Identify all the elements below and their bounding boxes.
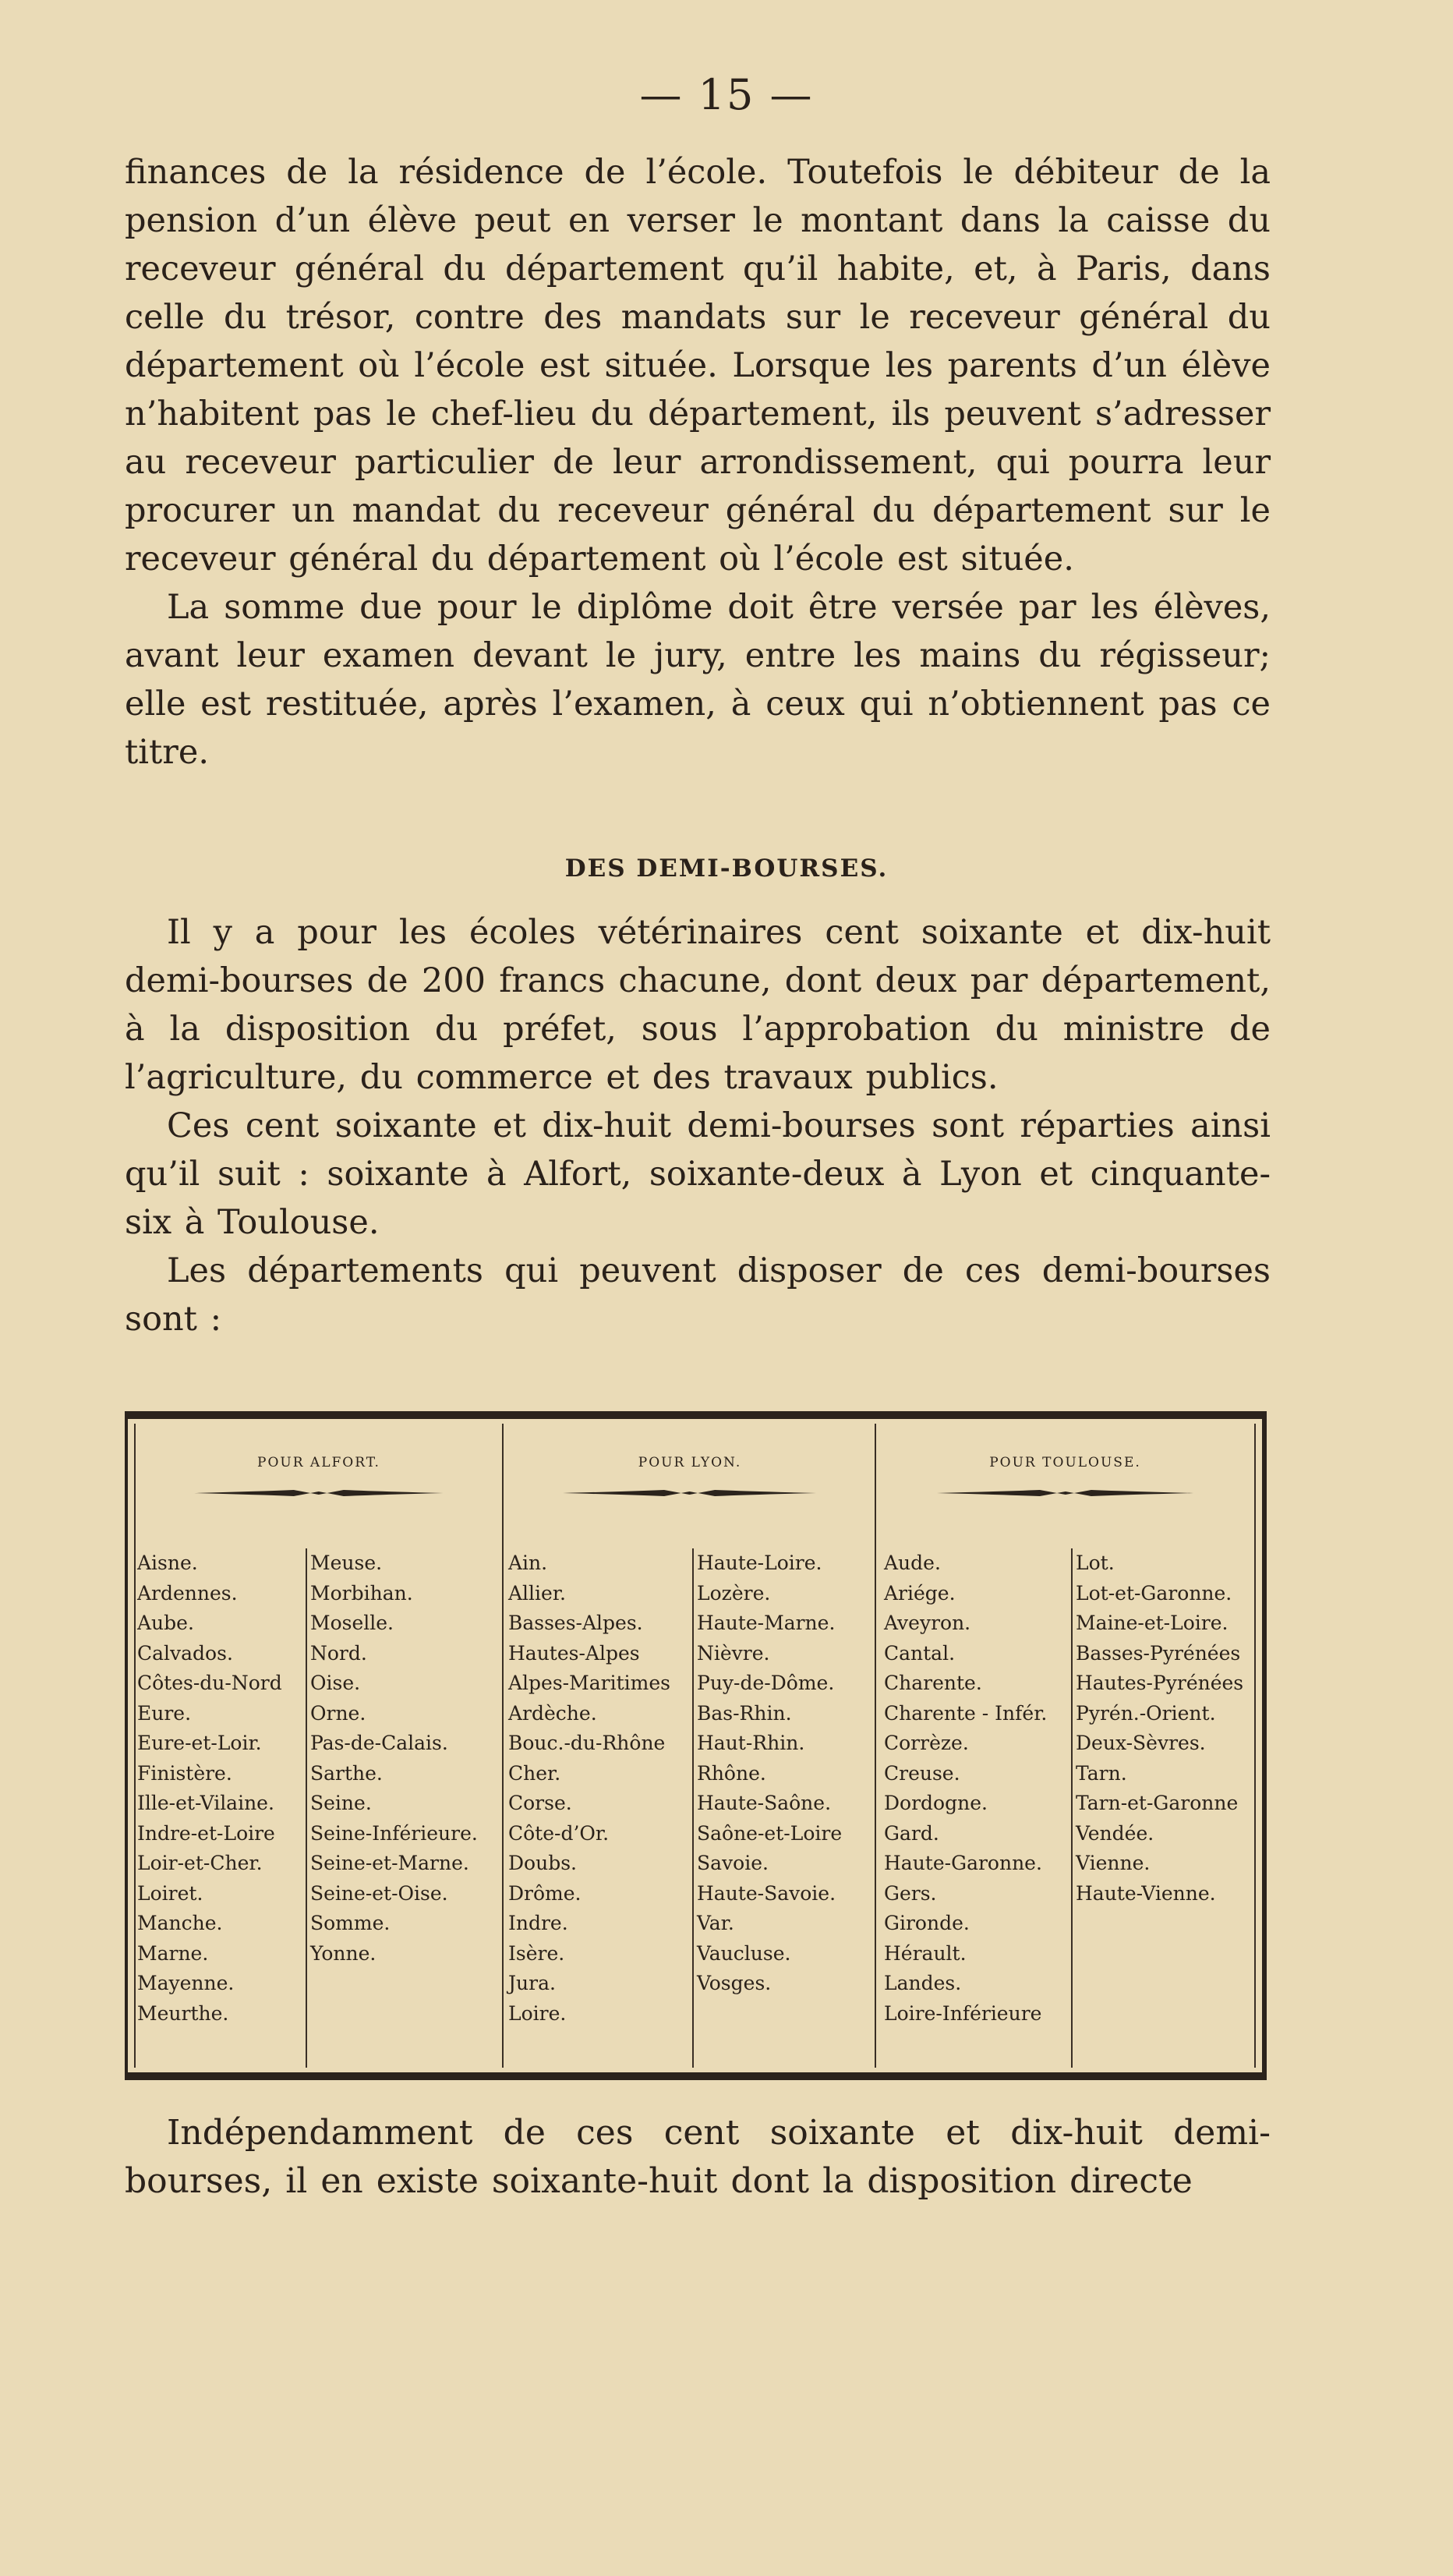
flourish-ornament — [937, 1488, 1194, 1499]
dept-name: Seine-Inférieure. — [310, 1821, 478, 1845]
dept-name: Aude. — [884, 1552, 941, 1574]
dept-name: Haute-Saône. — [697, 1792, 832, 1814]
dept-name: Tarn. — [1076, 1761, 1127, 1785]
dept-name: Marne. — [137, 1941, 209, 1965]
dept-name: Finistère. — [137, 1761, 232, 1785]
dept-name: Lot. — [1076, 1552, 1115, 1574]
dept-name: Côtes-du-Nord — [137, 1672, 282, 1694]
dept-name: Charente. — [884, 1672, 982, 1694]
dept-name: Haut-Rhin. — [697, 1732, 805, 1754]
dept-column — [137, 1548, 307, 2068]
dept-name: Alpes-Maritimes — [508, 1672, 670, 1694]
dept-name: Morbihan. — [310, 1581, 413, 1605]
dept-name: Doubs. — [508, 1852, 577, 1874]
dept-name: Var. — [697, 1912, 734, 1934]
dept-name: Somme. — [310, 1912, 391, 1934]
dept-name: Drôme. — [508, 1881, 582, 1905]
dept-name: Creuse. — [884, 1761, 960, 1785]
paragraph: Ces cent soixante et dix-huit demi-bourses sont réparties ainsi qu’il suit : soixante à Alfort, soixante-deux à Lyon et cinquante-six à Toulouse. — [125, 1106, 1271, 1242]
dept-list-lyon-1 — [508, 1548, 692, 2029]
dept-name: Nord. — [310, 1641, 367, 1665]
dept-list-lyon-2 — [697, 1548, 878, 1999]
text-block-mid — [125, 908, 1271, 1343]
group-lyon — [502, 1424, 876, 2068]
dept-name: Pyrén.-Orient. — [1076, 1701, 1216, 1725]
dept-name: Ardennes. — [137, 1581, 238, 1605]
paragraph: La somme due pour le diplôme doit être versée par les élèves, avant leur examen devant le jury, entre les mains du régisseur; elle est restituée, après l’examen, à ceux qui n’obtiennent pas ce titre. — [125, 588, 1271, 772]
dept-name: Seine. — [310, 1792, 372, 1814]
group-toulouse — [875, 1424, 1254, 2068]
dept-name: Rhône. — [697, 1761, 766, 1785]
dept-name: Vendée. — [1076, 1821, 1154, 1845]
dept-name: Eure. — [137, 1701, 192, 1725]
page-number: — 15 — — [639, 70, 814, 119]
group-header-alfort: POUR ALFORT. — [257, 1455, 380, 1470]
dept-name: Cantal. — [884, 1641, 956, 1665]
dept-name: Meuse. — [310, 1552, 383, 1574]
dept-name: Orne. — [310, 1701, 366, 1725]
group-alfort — [136, 1424, 502, 2068]
dept-name: Oise. — [310, 1672, 361, 1694]
dept-name: Loiret. — [137, 1881, 203, 1905]
dept-name: Lot-et-Garonne. — [1076, 1581, 1232, 1605]
dept-name: Dordogne. — [884, 1792, 988, 1814]
dept-name: Savoie. — [697, 1852, 769, 1874]
dept-name: Aveyron. — [884, 1612, 971, 1634]
dept-name: Nièvre. — [697, 1641, 770, 1665]
dept-name: Maine-et-Loire. — [1076, 1612, 1229, 1634]
dept-name: Haute-Loire. — [697, 1552, 822, 1574]
dept-name: Hérault. — [884, 1941, 967, 1965]
dept-name: Ardèche. — [508, 1701, 597, 1725]
dept-name: Hautes-Pyrénées — [1076, 1672, 1244, 1694]
dept-name: Landes. — [884, 1972, 962, 1994]
paragraph: Les départements qui peuvent disposer de ces demi-bourses sont : — [125, 1251, 1271, 1339]
dept-column — [692, 1548, 878, 2068]
dept-name: Charente - Infér. — [884, 1701, 1048, 1725]
dept-name: Haute-Savoie. — [697, 1881, 836, 1905]
dept-name: Meurthe. — [137, 2001, 229, 2025]
dept-column — [508, 1548, 692, 2068]
dept-name: Pas-de-Calais. — [310, 1732, 448, 1754]
dept-name: Ain. — [508, 1552, 548, 1574]
dept-name: Ille-et-Vilaine. — [137, 1792, 274, 1814]
dept-name: Bouc.-du-Rhône — [508, 1732, 666, 1754]
dept-name: Gard. — [884, 1821, 939, 1845]
dept-list-alfort-2 — [310, 1548, 500, 1969]
dept-name: Loire. — [508, 2001, 567, 2025]
section-title: DES DEMI-BOURSES. — [564, 855, 889, 883]
dept-list-toulouse-1 — [884, 1548, 1071, 2029]
dept-name: Vaucluse. — [697, 1941, 791, 1965]
dept-name: Ariége. — [884, 1581, 956, 1605]
dept-name: Corrèze. — [884, 1732, 969, 1754]
dept-name: Aube. — [137, 1612, 194, 1634]
paragraph: finances de la résidence de l’école. Toutefois le débiteur de la pension d’un élève peut en verser le montant dans la caisse du receveur général du département qu’il habite, et, à Paris, dans celle du trésor, contre des mandats sur le receveur général du département où l’école est située. Lorsque les parents d’un élève n’habitent pas le chef-lieu du département, ils peuvent s’adresser au receveur particulier de leur arrondissement, qui pourra leur procurer un mandat du receveur général du département sur le receveur général du département où l’école est située. — [125, 153, 1271, 579]
dept-name: Deux-Sèvres. — [1076, 1732, 1206, 1754]
flourish-ornament — [194, 1488, 444, 1499]
dept-name: Gironde. — [884, 1912, 970, 1934]
paragraph: Il y a pour les écoles vétérinaires cent soixante et dix-huit demi-bourses de 200 francs chacune, dont deux par département, à la disposition du préfet, sous l’approbation du ministre de l’agriculture, du commerce et des travaux publics. — [125, 913, 1271, 1097]
dept-name: Gers. — [884, 1881, 937, 1905]
dept-name: Corse. — [508, 1792, 572, 1814]
dept-name: Moselle. — [310, 1612, 394, 1634]
dept-name: Tarn-et-Garonne — [1076, 1792, 1239, 1814]
dept-name: Haute-Vienne. — [1076, 1881, 1216, 1905]
dept-name: Mayenne. — [137, 1972, 235, 1994]
dept-name: Eure-et-Loir. — [137, 1732, 262, 1754]
dept-name: Isère. — [508, 1941, 565, 1965]
dept-name: Basses-Alpes. — [508, 1612, 643, 1634]
text-block-top — [125, 148, 1271, 777]
dept-name: Puy-de-Dôme. — [697, 1672, 835, 1694]
dept-name: Jura. — [508, 1972, 556, 1994]
dept-name: Côte-d’Or. — [508, 1821, 610, 1845]
text-block-bottom — [125, 2109, 1271, 2206]
dept-name: Lozère. — [697, 1581, 771, 1605]
dept-name: Loire-Inférieure — [884, 2001, 1042, 2025]
dept-name: Basses-Pyrénées — [1076, 1641, 1241, 1665]
group-header-lyon: POUR LYON. — [638, 1455, 742, 1470]
departments-table — [125, 1411, 1267, 2080]
dept-name: Haute-Garonne. — [884, 1852, 1042, 1874]
dept-name: Cher. — [508, 1761, 561, 1785]
paragraph: Indépendamment de ces cent soixante et dix-huit demi-bourses, il en existe soixante-huit dont la disposition directe — [125, 2113, 1271, 2201]
dept-name: Vosges. — [697, 1972, 772, 1994]
dept-name: Allier. — [508, 1581, 566, 1605]
table-inner — [134, 1424, 1256, 2068]
dept-name: Indre-et-Loire — [137, 1821, 275, 1845]
dept-column — [884, 1548, 1071, 2068]
dept-name: Loir-et-Cher. — [137, 1852, 263, 1874]
group-header-toulouse: POUR TOULOUSE. — [989, 1455, 1141, 1470]
dept-list-toulouse-2 — [1076, 1548, 1255, 1909]
dept-name: Bas-Rhin. — [697, 1701, 792, 1725]
dept-name: Hautes-Alpes — [508, 1641, 640, 1665]
dept-name: Manche. — [137, 1912, 223, 1934]
dept-name: Saône-et-Loire — [697, 1821, 843, 1845]
dept-name: Yonne. — [310, 1941, 377, 1965]
dept-list-alfort-1 — [137, 1548, 307, 2029]
dept-name: Haute-Marne. — [697, 1612, 836, 1634]
dept-name: Indre. — [508, 1912, 568, 1934]
dept-name: Calvados. — [137, 1641, 233, 1665]
dept-name: Vienne. — [1076, 1852, 1151, 1874]
dept-name: Seine-et-Oise. — [310, 1881, 448, 1905]
flourish-ornament — [563, 1488, 816, 1499]
dept-name: Aisne. — [137, 1552, 198, 1574]
dept-name: Sarthe. — [310, 1761, 383, 1785]
dept-column — [1071, 1548, 1255, 2068]
dept-name: Seine-et-Marne. — [310, 1852, 469, 1874]
dept-column — [306, 1548, 500, 2068]
